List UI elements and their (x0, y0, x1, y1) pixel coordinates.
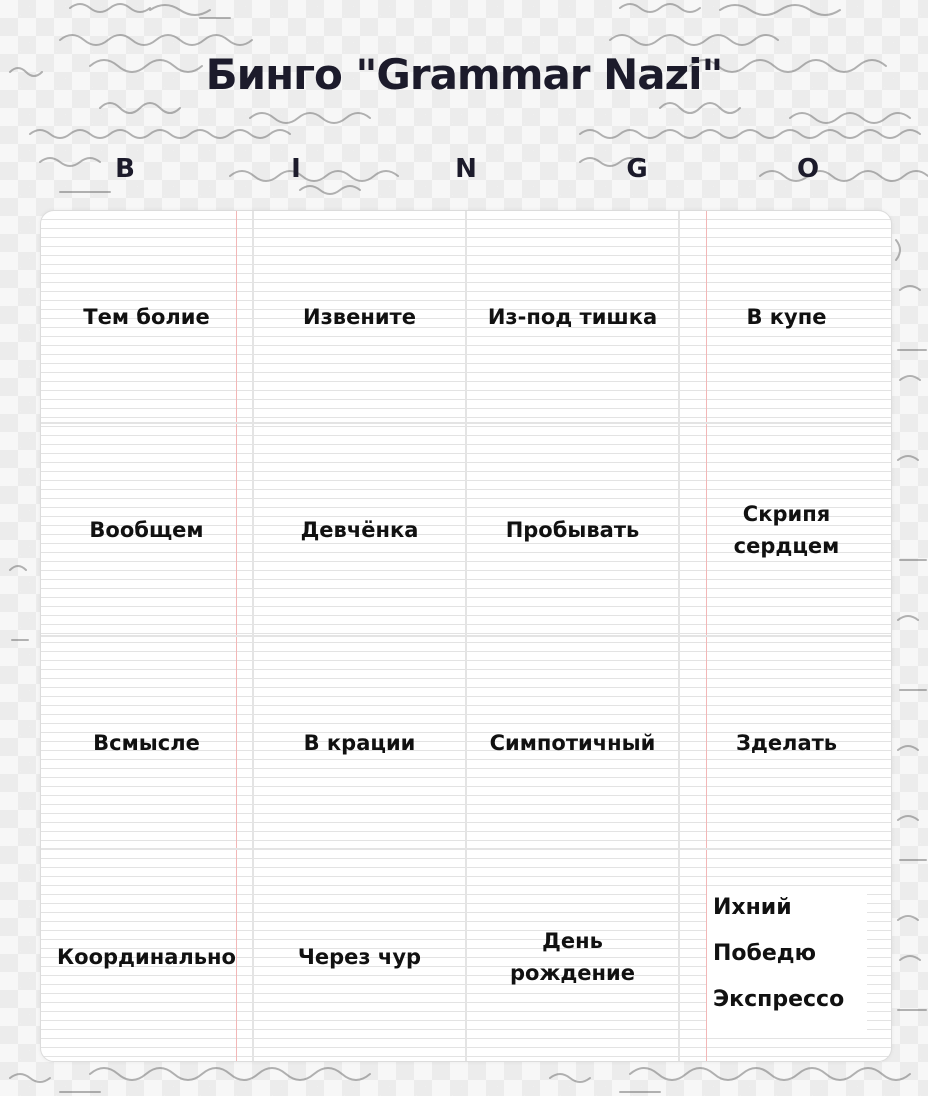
last-cell-word-list (707, 891, 867, 1031)
cell-text: Всмысле (93, 730, 200, 755)
column-letter-g: G (626, 154, 648, 184)
last-cell-word: Экспрессо (713, 987, 845, 1012)
bingo-cell[interactable] (680, 424, 892, 637)
bingo-cell[interactable] (254, 211, 467, 424)
bingo-cell[interactable] (254, 850, 467, 1062)
bingo-cell[interactable] (41, 424, 254, 637)
bingo-letters (0, 154, 928, 190)
bingo-cell[interactable] (467, 424, 680, 637)
column-letter-n: N (455, 154, 477, 184)
cell-text: Координально (56, 944, 236, 969)
cell-text: Вообщем (89, 517, 204, 542)
column-letter-b: B (115, 154, 135, 184)
bingo-cell[interactable] (467, 211, 680, 424)
last-cell-word: Ихний (713, 895, 792, 920)
cell-text: Девчёнка (300, 517, 419, 542)
cell-text: Из-под тишка (487, 304, 658, 329)
bingo-card (40, 210, 892, 1062)
bingo-cell[interactable] (254, 637, 467, 850)
bingo-cell[interactable] (41, 850, 254, 1062)
cell-text: Зделать (735, 730, 838, 755)
bingo-cell[interactable] (680, 637, 892, 850)
cell-text: День рождение (509, 928, 636, 985)
bingo-cell[interactable] (467, 637, 680, 850)
bingo-cell[interactable] (41, 211, 254, 424)
cell-text: В купе (746, 304, 827, 329)
bingo-cell[interactable] (680, 211, 892, 424)
last-cell-word: Победю (713, 941, 816, 966)
cell-text: Симпотичный (489, 730, 656, 755)
bingo-cell[interactable] (254, 424, 467, 637)
column-letter-i: I (291, 154, 301, 184)
page-title: Бинго "Grammar Nazi" (205, 50, 723, 99)
cell-text: Через чур (297, 944, 422, 969)
column-letter-o: O (796, 154, 820, 184)
bingo-cell[interactable] (467, 850, 680, 1062)
cell-text: Пробывать (505, 517, 640, 542)
cell-text: В крации (303, 730, 416, 755)
cell-text: Скрипя сердцем (733, 501, 840, 558)
cell-text: Тем болие (83, 304, 210, 329)
bingo-cell[interactable] (41, 637, 254, 850)
cell-text: Извените (303, 304, 416, 329)
